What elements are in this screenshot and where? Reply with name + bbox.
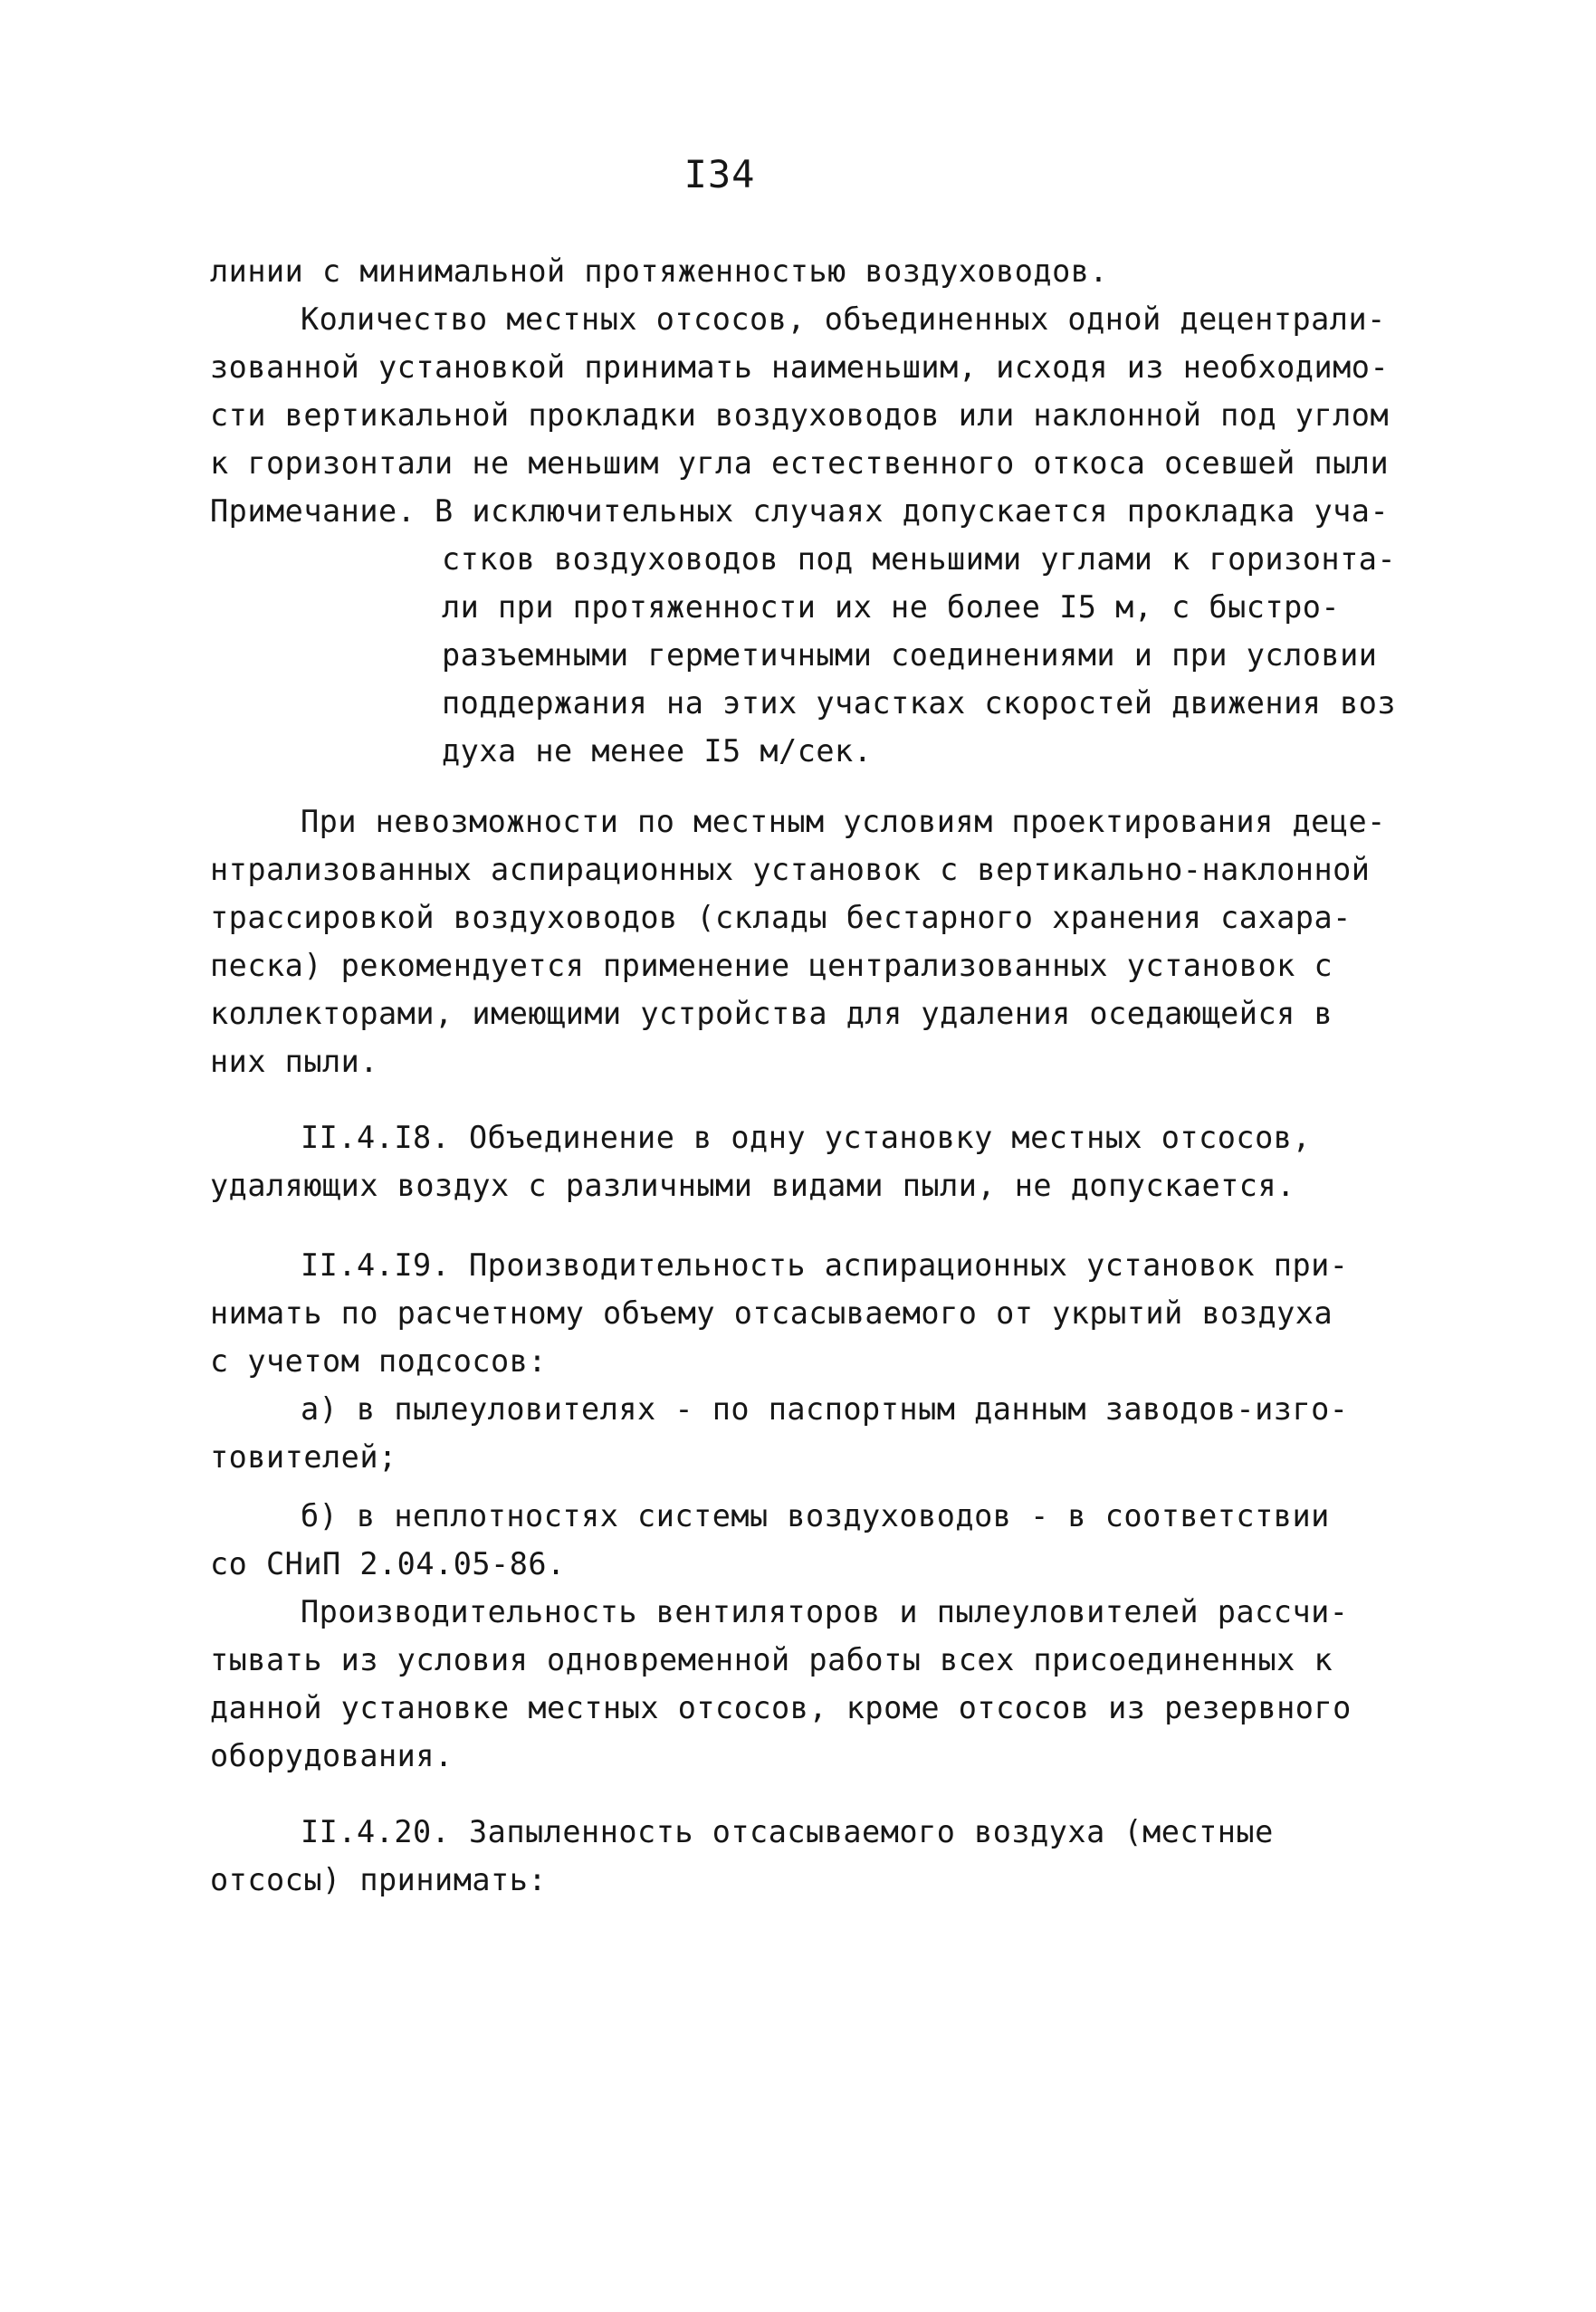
text-line: с учетом подсосов: [210,1343,548,1379]
clause-11-4-18: II.4.I8. Объединение в одну установку местных отсосов, [301,1120,1312,1155]
text-line: к горизонтали не меньшим угла естественного откоса осевшей пыли [210,445,1390,481]
note-line: поддержания на этих участках скоростей движения воз [442,685,1397,721]
text-line: Производительность вентиляторов и пылеуловителей рассчи- [301,1594,1349,1629]
clause-11-4-20: II.4.20. Запыленность отсасываемого воздуха (местные [301,1814,1274,1849]
text-line: удаляющих воздух с различными видами пыли, не допускается. [210,1168,1295,1203]
text-line: коллекторами, имеющими устройства для удаления оседающейся в [210,996,1333,1031]
note-line: стков воздуховодов под меньшими углами к горизонта- [442,541,1397,577]
note-line: Примечание. В исключительных случаях допускается прокладка уча- [210,493,1390,529]
text-line: песка) рекомендуется применение централизованных установок с [210,948,1333,983]
clause-11-4-19: II.4.I9. Производительность аспирационных установок при- [301,1247,1349,1283]
note-line: разъемными герметичными соединениями и при условии [442,637,1378,673]
text-line: зованной установкой принимать наименьшим, исходя из необходимо- [210,349,1390,385]
text-line: товителей; [210,1439,397,1475]
text-line: оборудования. [210,1738,454,1773]
list-item-b: б) в неплотностях системы воздуховодов - в соответствии [301,1498,1330,1533]
note-line: духа не менее I5 м/сек. [442,733,873,769]
text-line: трассировкой воздуховодов (склады бестарного хранения сахара- [210,900,1352,935]
note-line: ли при протяженности их не более I5 м, с быстро- [442,589,1341,625]
text-line: линии с минимальной протяженностью воздуховодов. [210,253,1109,289]
text-line: со СНиП 2.04.05-86. [210,1546,566,1581]
text-line: нтрализованных аспирационных установок с вертикально-наклонной [210,852,1371,887]
text-line: них пыли. [210,1044,379,1079]
text-line: При невозможности по местным условиям проектирования деце- [301,804,1386,839]
text-line: отсосы) принимать: [210,1862,548,1897]
page-number: I34 [683,152,756,196]
text-line: Количество местных отсосов, объединенных одной децентрали- [301,301,1386,337]
text-line: сти вертикальной прокладки воздуховодов или наклонной под углом [210,397,1390,433]
text-line: нимать по расчетному объему отсасываемого от укрытий воздуха [210,1295,1333,1331]
text-line: тывать из условия одновременной работы всех присоединенных к [210,1642,1333,1677]
text-line: данной установке местных отсосов, кроме отсосов из резервного [210,1690,1352,1725]
list-item-a: а) в пылеуловителях - по паспортным данным заводов-изго- [301,1391,1349,1427]
